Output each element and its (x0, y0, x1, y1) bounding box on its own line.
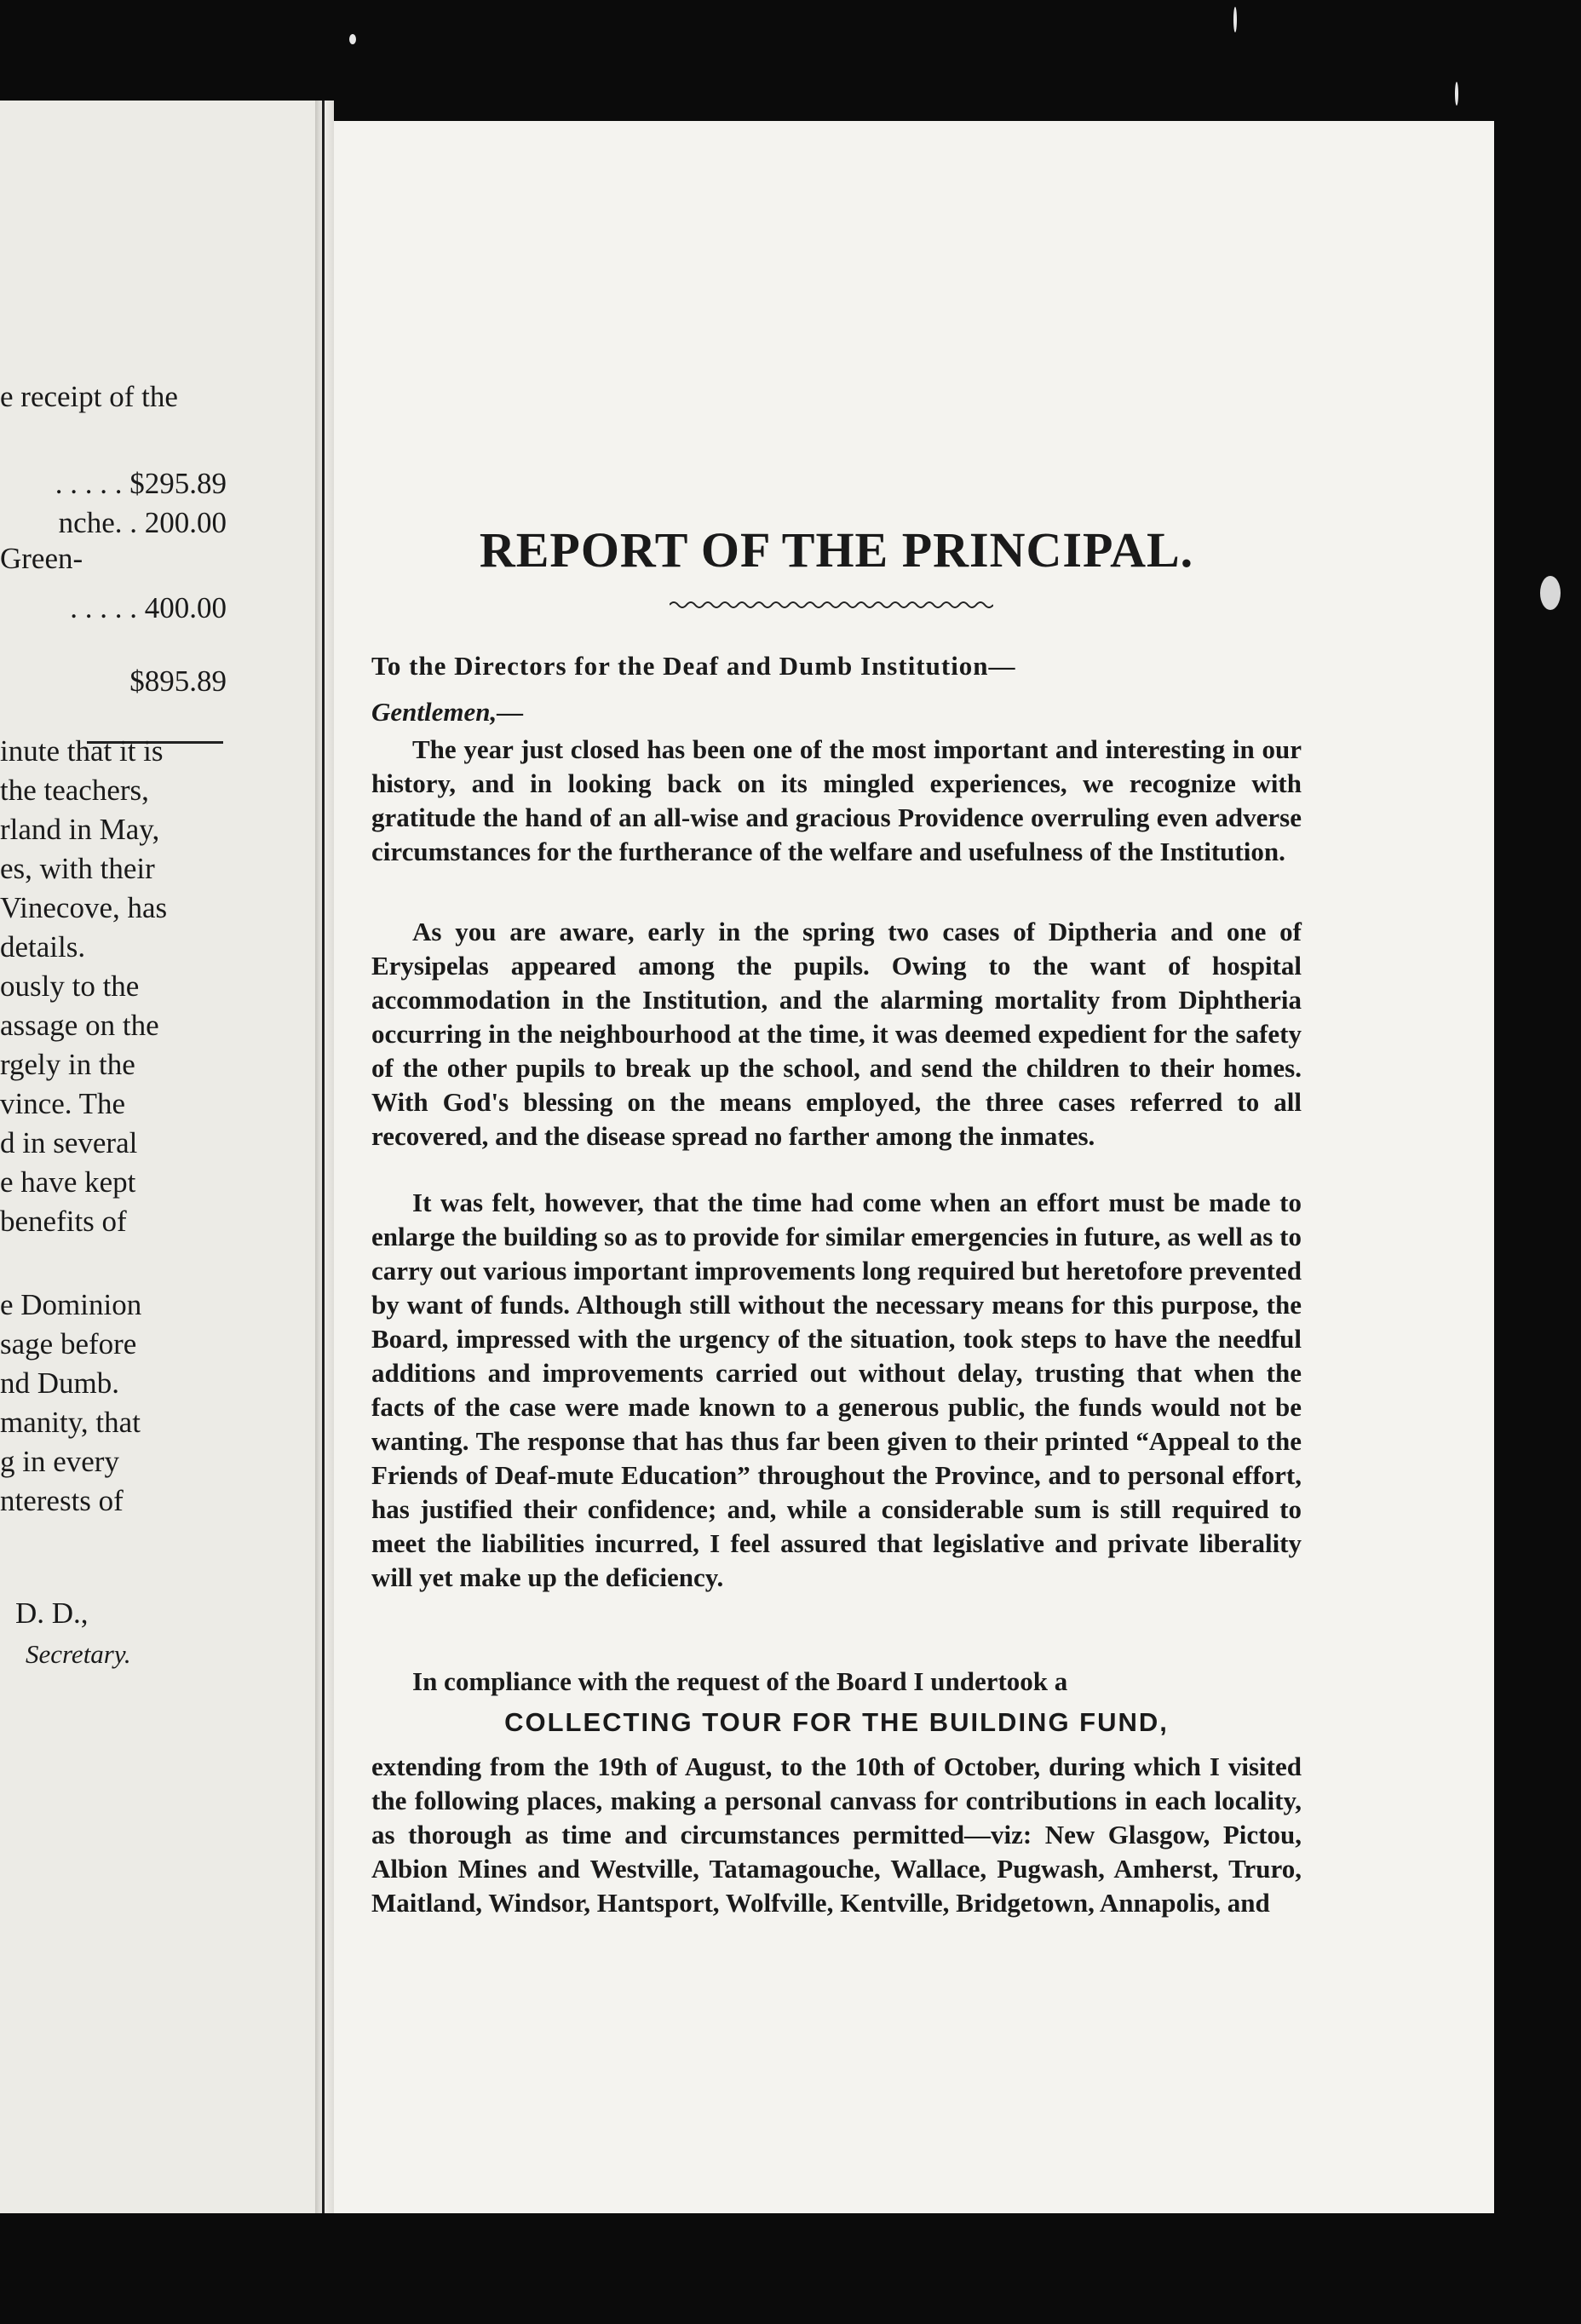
left-line: details. (0, 930, 86, 964)
left-line: e have kept (0, 1165, 136, 1199)
left-line: Green- (0, 542, 83, 575)
book-gutter (315, 101, 334, 2213)
dust-speck (349, 34, 356, 44)
left-line: manity, that (0, 1406, 141, 1439)
left-line: vince. The (0, 1087, 126, 1120)
left-line: benefits of (0, 1205, 127, 1238)
left-line: e receipt of the (0, 380, 178, 413)
left-page (0, 101, 315, 2213)
signature-title: Secretary. (26, 1639, 131, 1669)
paragraph: The year just closed has been one of the most important and interesting in our history, and in looking back on its mingled experiences, we recognize with gratitude the hand of an all-wise and gracious Providence overruling even adverse circumstances for the furtherance of the welfare and usefulness of the Institution. (371, 734, 1302, 866)
address-line: To the Directors for the Deaf and Dumb Institution— (371, 651, 1016, 681)
left-line: . . . . . 400.00 (70, 591, 227, 624)
left-line: rgely in the (0, 1048, 135, 1081)
left-line: g in every (0, 1445, 119, 1478)
paragraph: extending from the 19th of August, to the 10th of October, during which I visited the following places, making a personal canvass for contributions in each locality, as thorough as time and circumstances permitted—viz: New Glasgow, Pictou, Albion Mines and Westville, Tatamagouche, Wallace, Pugwash, Amherst, Truro, Maitland, Windsor, Hantsport, Wolfville, Kentville, Bridgetown, Annapolis, and (371, 1752, 1302, 1918)
left-line: ously to the (0, 969, 140, 1003)
right-page (334, 121, 1494, 2213)
left-line: inute that it is (0, 734, 164, 768)
left-line: the teachers, (0, 774, 149, 807)
dust-speck (1233, 7, 1237, 32)
dust-speck (1455, 82, 1458, 106)
left-line: e Dominion (0, 1288, 142, 1321)
paragraph: As you are aware, early in the spring two cases of Diptheria and one of Erysipelas appeared among the pupils. Owing to the want of hospital accommodation in the Institution, and the alarming mortality from Diphtheria occurring in the neighbourhood at the time, it was deemed expedient for the safety of the other pupils to break up the school, and send the children to their homes. With God's blessing on the means employed, the three cases referred to all recovered, and the disease spread no farther among the inmates. (371, 917, 1302, 1151)
left-line: nche. . 200.00 (58, 506, 227, 539)
left-line: assage on the (0, 1009, 159, 1042)
section-heading: COLLECTING TOUR FOR THE BUILDING FUND, (504, 1707, 1169, 1737)
left-line: $895.89 (129, 664, 227, 698)
signature-degree: D. D., (15, 1596, 89, 1630)
paragraph: It was felt, however, that the time had come when an effort must be made to enlarge the building so as to provide for similar emergencies in future, as well as to carry out various important improvements long required but heretofore prevented by want of funds. Although still without the necessary means for this purpose, the Board, impressed with the urgency of the situation, took steps to have the needful additions and improvements carried out without delay, trusting that when the facts of the case were made known to a generous public, the funds would not be wanting. The response that has thus far been given to their printed “Appeal to the Friends of Deaf-mute Education” throughout the Province, and to personal effort, has justified their confidence; and, while a considerable sum is still required to meet the liabilities incurred, I feel assured that legislative and private liberality will yet make up the deficiency. (371, 1188, 1302, 1592)
wavy-rule-ornament (670, 598, 993, 612)
left-line: sage before (0, 1327, 137, 1360)
left-line: d in several (0, 1126, 138, 1159)
left-line: rland in May, (0, 813, 160, 846)
salutation: Gentlemen,— (371, 697, 524, 727)
paragraph: In compliance with the request of the Board I undertook a (412, 1666, 1068, 1696)
left-line: nd Dumb. (0, 1366, 119, 1400)
left-line: . . . . . $295.89 (55, 467, 227, 500)
gutter-line (322, 101, 325, 2213)
left-line: Vinecove, has (0, 891, 168, 924)
left-line: nterests of (0, 1484, 124, 1517)
dust-speck (1540, 576, 1561, 610)
report-title: REPORT OF THE PRINCIPAL. (479, 522, 1194, 578)
left-line: es, with their (0, 852, 155, 885)
